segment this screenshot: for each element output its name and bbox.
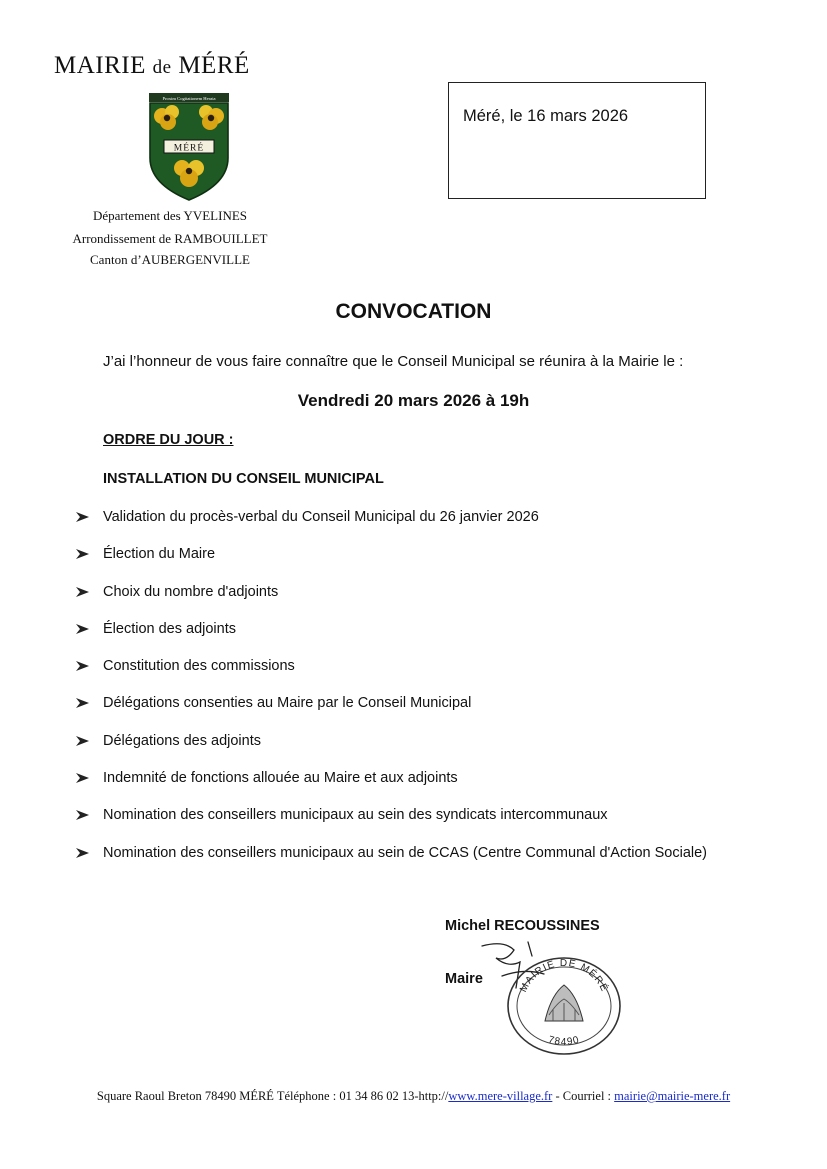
agenda-item-text: Choix du nombre d'adjoints xyxy=(103,583,279,600)
agenda-item-text: Élection du Maire xyxy=(103,546,216,563)
signer-name: Michel RECOUSSINES xyxy=(445,918,600,934)
document-title: CONVOCATION xyxy=(335,300,492,323)
arrondissement-line: Arrondissement de RAMBOUILLET xyxy=(72,231,268,246)
svg-text:MAIRIE DE MÉRÉ: MAIRIE DE MÉRÉ xyxy=(518,958,610,995)
agenda-item-text: Constitution des commissions xyxy=(103,658,295,675)
arrow-bullet-icon xyxy=(76,810,89,820)
agenda-item-text: Délégations des adjoints xyxy=(103,732,261,749)
agenda-item-text: Élection des adjoints xyxy=(103,620,236,637)
agenda-item-text: Nomination des conseillers municipaux au sein des syndicats intercommunaux xyxy=(103,807,608,824)
intro-text: J’ai l’honneur de vous faire connaître que le Conseil Municipal se réunira à la Mairie le : xyxy=(103,353,684,370)
arrow-bullet-icon xyxy=(76,848,89,858)
agenda-heading: ORDRE DU JOUR : xyxy=(103,432,234,448)
official-stamp xyxy=(505,955,623,1057)
svg-text:MÉRÉ: MÉRÉ xyxy=(173,143,205,154)
town-name: MÉRÉ xyxy=(178,52,250,79)
arrow-bullet-icon xyxy=(76,587,89,597)
section-title: INSTALLATION DU CONSEIL MUNICIPAL xyxy=(103,471,384,487)
department-line: Département des YVELINES xyxy=(92,208,248,223)
agenda-item-text: Indemnité de fonctions allouée au Maire et aux adjoints xyxy=(103,770,458,787)
date-text: Méré, le 16 mars 2026 xyxy=(463,107,629,125)
agenda-item-text: Nomination des conseillers municipaux au sein de CCAS (Centre Communal d'Action Sociale) xyxy=(103,844,707,861)
arrow-bullet-icon xyxy=(76,512,89,522)
mairie-title xyxy=(54,52,250,80)
arrow-bullet-icon xyxy=(76,698,89,708)
signer-role: Maire xyxy=(445,971,483,987)
footer-address: Square Raoul Breton 78490 MÉRÉ Téléphone : 01 34 86 02 13-http:// xyxy=(96,1089,449,1103)
arrow-bullet-icon xyxy=(76,773,89,783)
canton-line: Canton d’AUBERGENVILLE xyxy=(90,252,250,267)
agenda-item-text: Validation du procès-verbal du Conseil Municipal du 26 janvier 2026 xyxy=(103,509,539,525)
meeting-date: Vendredi 20 mars 2026 à 19h xyxy=(297,391,530,410)
footer xyxy=(0,1089,827,1104)
arrow-bullet-icon xyxy=(76,549,89,559)
arrow-bullet-icon xyxy=(76,736,89,746)
website-link[interactable]: www.mere-village.fr xyxy=(448,1089,553,1103)
email-link[interactable]: mairie@mairie-mere.fr xyxy=(614,1089,731,1103)
svg-text:Proxim Cogitationem Heraia: Proxim Cogitationem Heraia xyxy=(162,96,216,101)
de-word: de xyxy=(152,57,172,78)
arrow-bullet-icon xyxy=(76,661,89,671)
stamp-emblem xyxy=(545,985,583,1021)
svg-text:78490: 78490 xyxy=(546,1034,582,1048)
footer-separator: - Courriel : xyxy=(552,1089,615,1103)
agenda-item-text: Délégations consenties au Maire par le Conseil Municipal xyxy=(103,695,472,712)
mairie-word: MAIRIE xyxy=(54,52,146,79)
coat-of-arms-logo xyxy=(148,92,230,202)
arrow-bullet-icon xyxy=(76,624,89,634)
date-box xyxy=(448,82,706,199)
